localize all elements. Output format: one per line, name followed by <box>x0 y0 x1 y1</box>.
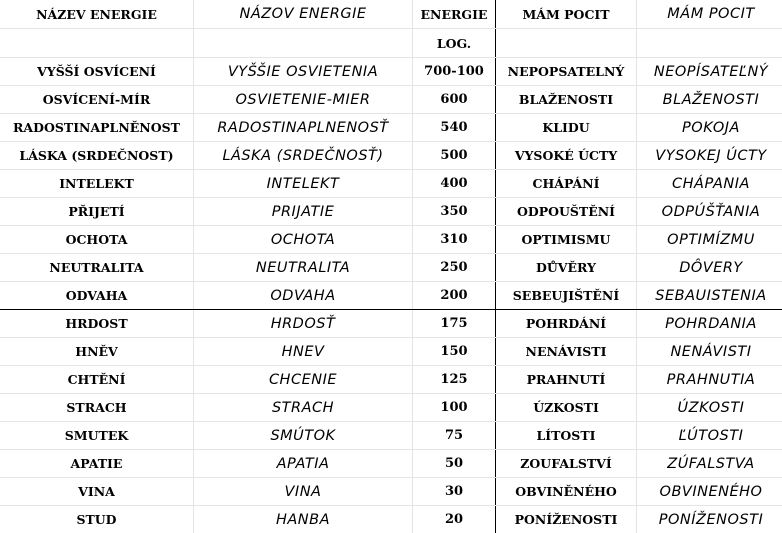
energy-cell: 400 <box>413 170 496 198</box>
name-sk-cell: INTELEKT <box>194 170 413 198</box>
table-row <box>0 338 782 366</box>
header-subrow <box>0 29 782 58</box>
table-row <box>0 394 782 422</box>
header-name-cz: NÁZEV ENERGIE <box>0 0 194 29</box>
table-row <box>0 114 782 142</box>
energy-cell: 75 <box>413 422 496 450</box>
name-sk-cell: VYŠŠIE OSVIETENIA <box>194 58 413 86</box>
name-cz-cell: OCHOTA <box>0 226 194 254</box>
header-feel-sk: MÁM POCIT <box>637 0 782 29</box>
name-cz-cell: LÁSKA (SRDEČNOST) <box>0 142 194 170</box>
feel-cz-cell: NEPOPSATELNÝ <box>496 58 637 86</box>
feel-cz-cell: LÍTOSTI <box>496 422 637 450</box>
energy-cell: 540 <box>413 114 496 142</box>
feel-sk-cell: OPTIMÍZMU <box>637 226 782 254</box>
feel-cz-cell: SEBEUJIŠTĚNÍ <box>496 282 637 310</box>
empty-cell <box>194 29 413 58</box>
table-row <box>0 450 782 478</box>
feel-cz-cell: OBVINĚNÉHO <box>496 478 637 506</box>
table-row <box>0 58 782 86</box>
header-row <box>0 0 782 29</box>
name-cz-cell: OSVÍCENÍ-MÍR <box>0 86 194 114</box>
energy-cell: 50 <box>413 450 496 478</box>
feel-sk-cell: BLAŽENOSTI <box>637 86 782 114</box>
name-cz-cell: VINA <box>0 478 194 506</box>
feel-sk-cell: POHRDANIA <box>637 310 782 338</box>
feel-cz-cell: KLIDU <box>496 114 637 142</box>
table-row <box>0 506 782 533</box>
energy-cell: 30 <box>413 478 496 506</box>
feel-cz-cell: ZOUFALSTVÍ <box>496 450 637 478</box>
name-sk-cell: OSVIETENIE-MIER <box>194 86 413 114</box>
name-sk-cell: NEUTRALITA <box>194 254 413 282</box>
feel-cz-cell: PONÍŽENOSTI <box>496 506 637 533</box>
header-feel-cz: MÁM POCIT <box>496 0 637 29</box>
feel-sk-cell: ODPÚŠŤANIA <box>637 198 782 226</box>
feel-sk-cell: NENÁVISTI <box>637 338 782 366</box>
energy-cell: 350 <box>413 198 496 226</box>
name-cz-cell: INTELEKT <box>0 170 194 198</box>
feel-sk-cell: PRAHNUTIA <box>637 366 782 394</box>
name-sk-cell: PRIJATIE <box>194 198 413 226</box>
feel-cz-cell: ODPOUŠTĚNÍ <box>496 198 637 226</box>
name-sk-cell: RADOSTINAPLNENOSŤ <box>194 114 413 142</box>
header-energy-sub: LOG. <box>413 29 496 58</box>
name-sk-cell: APATIA <box>194 450 413 478</box>
name-sk-cell: ODVAHA <box>194 282 413 310</box>
feel-sk-cell: DÔVERY <box>637 254 782 282</box>
table-row <box>0 170 782 198</box>
table-row <box>0 366 782 394</box>
feel-sk-cell: POKOJA <box>637 114 782 142</box>
empty-cell <box>637 29 782 58</box>
header-name-sk: NÁZOV ENERGIE <box>194 0 413 29</box>
name-sk-cell: VINA <box>194 478 413 506</box>
name-sk-cell: STRACH <box>194 394 413 422</box>
name-cz-cell: SMUTEK <box>0 422 194 450</box>
table-row <box>0 422 782 450</box>
name-sk-cell: HANBA <box>194 506 413 533</box>
feel-sk-cell: CHÁPANIA <box>637 170 782 198</box>
name-cz-cell: HRDOST <box>0 310 194 338</box>
name-sk-cell: SMÚTOK <box>194 422 413 450</box>
name-cz-cell: ODVAHA <box>0 282 194 310</box>
energy-cell: 200 <box>413 282 496 310</box>
energy-cell: 700-100 <box>413 58 496 86</box>
feel-cz-cell: CHÁPÁNÍ <box>496 170 637 198</box>
feel-cz-cell: OPTIMISMU <box>496 226 637 254</box>
table-row <box>0 226 782 254</box>
table-row <box>0 282 782 310</box>
energy-cell: 150 <box>413 338 496 366</box>
table-row <box>0 310 782 338</box>
name-cz-cell: VYŠŠÍ OSVÍCENÍ <box>0 58 194 86</box>
name-cz-cell: STUD <box>0 506 194 533</box>
table-row <box>0 86 782 114</box>
table-row <box>0 198 782 226</box>
name-sk-cell: OCHOTA <box>194 226 413 254</box>
energy-cell: 125 <box>413 366 496 394</box>
feel-sk-cell: ÚZKOSTI <box>637 394 782 422</box>
energy-cell: 250 <box>413 254 496 282</box>
feel-cz-cell: PRAHNUTÍ <box>496 366 637 394</box>
feel-sk-cell: NEOPÍSATEĽNÝ <box>637 58 782 86</box>
name-cz-cell: RADOSTINAPLNĚNOST <box>0 114 194 142</box>
name-sk-cell: LÁSKA (SRDEČNOSŤ) <box>194 142 413 170</box>
empty-cell <box>496 29 637 58</box>
table-row <box>0 142 782 170</box>
energy-cell: 310 <box>413 226 496 254</box>
header-energy: ENERGIE <box>413 0 496 29</box>
feel-cz-cell: POHRDÁNÍ <box>496 310 637 338</box>
name-cz-cell: APATIE <box>0 450 194 478</box>
name-cz-cell: HNĚV <box>0 338 194 366</box>
table-row <box>0 254 782 282</box>
feel-cz-cell: NENÁVISTI <box>496 338 637 366</box>
table-row <box>0 478 782 506</box>
name-sk-cell: HRDOSŤ <box>194 310 413 338</box>
feel-sk-cell: ĽÚTOSTI <box>637 422 782 450</box>
name-cz-cell: STRACH <box>0 394 194 422</box>
energy-cell: 175 <box>413 310 496 338</box>
feel-sk-cell: ZÚFALSTVA <box>637 450 782 478</box>
energy-cell: 100 <box>413 394 496 422</box>
energy-cell: 600 <box>413 86 496 114</box>
name-cz-cell: PŘIJETÍ <box>0 198 194 226</box>
feel-sk-cell: SEBAUISTENIA <box>637 282 782 310</box>
feel-cz-cell: BLAŽENOSTI <box>496 86 637 114</box>
name-cz-cell: CHTĚNÍ <box>0 366 194 394</box>
name-cz-cell: NEUTRALITA <box>0 254 194 282</box>
feel-cz-cell: DŮVĚRY <box>496 254 637 282</box>
feel-cz-cell: VYSOKÉ ÚCTY <box>496 142 637 170</box>
feel-sk-cell: OBVINENÉHO <box>637 478 782 506</box>
name-sk-cell: CHCENIE <box>194 366 413 394</box>
feel-sk-cell: PONÍŽENOSTI <box>637 506 782 533</box>
energy-cell: 20 <box>413 506 496 533</box>
energy-cell: 500 <box>413 142 496 170</box>
feel-sk-cell: VYSOKEJ ÚCTY <box>637 142 782 170</box>
name-sk-cell: HNEV <box>194 338 413 366</box>
empty-cell <box>0 29 194 58</box>
feel-cz-cell: ÚZKOSTI <box>496 394 637 422</box>
